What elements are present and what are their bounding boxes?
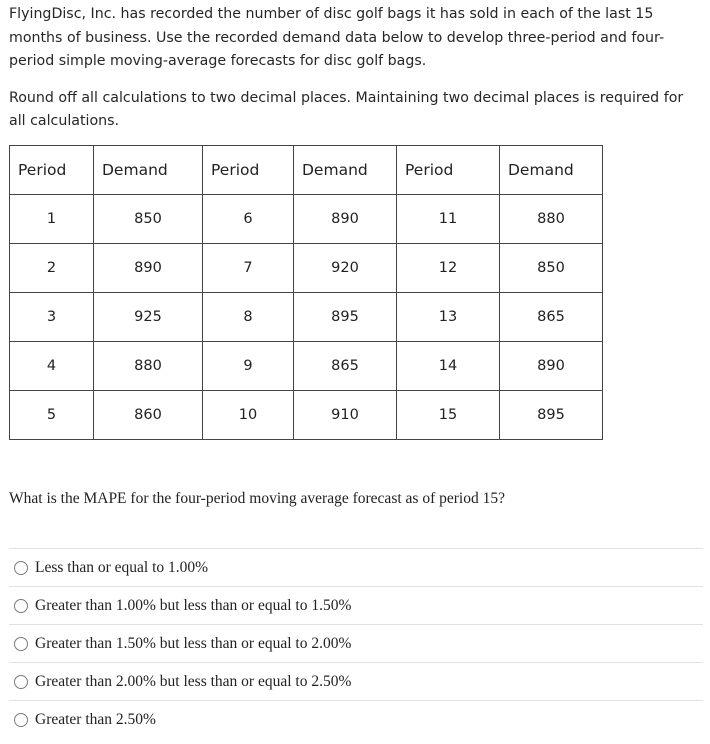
table-cell: 880 <box>500 195 603 244</box>
answer-option[interactable] <box>9 549 703 587</box>
table-cell: 895 <box>294 293 397 342</box>
table-cell: 8 <box>203 293 294 342</box>
table-cell: 880 <box>94 342 203 391</box>
table-cell: 4 <box>10 342 94 391</box>
column-header: Demand <box>294 146 397 195</box>
table-header-row <box>10 146 603 195</box>
radio-button[interactable] <box>14 561 28 575</box>
column-header: Period <box>10 146 94 195</box>
table-row <box>10 244 603 293</box>
radio-button[interactable] <box>14 599 28 613</box>
table-cell: 895 <box>500 391 603 440</box>
table-cell: 9 <box>203 342 294 391</box>
table-cell: 860 <box>94 391 203 440</box>
answer-option-label: Greater than 2.00% but less than or equal to 2.50% <box>35 672 352 690</box>
table-cell: 6 <box>203 195 294 244</box>
answer-option[interactable] <box>9 587 703 625</box>
table-cell: 890 <box>94 244 203 293</box>
radio-button[interactable] <box>14 713 28 727</box>
answer-option[interactable] <box>9 701 703 738</box>
radio-button[interactable] <box>14 675 28 689</box>
rounding-instruction: Round off all calculations to two decimal places. Maintaining two decimal places is required for all calculations. <box>9 89 684 129</box>
table-cell: 850 <box>500 244 603 293</box>
answer-option-label: Greater than 2.50% <box>35 710 156 728</box>
table-cell: 15 <box>397 391 500 440</box>
table-cell: 925 <box>94 293 203 342</box>
table-cell: 13 <box>397 293 500 342</box>
problem-statement <box>9 3 699 134</box>
answer-option-label: Greater than 1.50% but less than or equal to 2.00% <box>35 634 352 652</box>
column-header: Demand <box>500 146 603 195</box>
radio-button[interactable] <box>14 637 28 651</box>
table-cell: 865 <box>500 293 603 342</box>
answer-option[interactable] <box>9 663 703 701</box>
table-row <box>10 342 603 391</box>
question-text: What is the MAPE for the four-period moving average forecast as of period 15? <box>9 490 505 507</box>
answer-option-label: Less than or equal to 1.00% <box>35 558 209 576</box>
table-cell: 890 <box>294 195 397 244</box>
table-cell: 11 <box>397 195 500 244</box>
table-cell: 3 <box>10 293 94 342</box>
table-cell: 7 <box>203 244 294 293</box>
column-header: Period <box>203 146 294 195</box>
table-cell: 920 <box>294 244 397 293</box>
table-row <box>10 293 603 342</box>
table-cell: 5 <box>10 391 94 440</box>
answer-options <box>9 548 703 738</box>
table-cell: 10 <box>203 391 294 440</box>
table-cell: 890 <box>500 342 603 391</box>
table-cell: 2 <box>10 244 94 293</box>
column-header: Demand <box>94 146 203 195</box>
answer-option[interactable] <box>9 625 703 663</box>
table-cell: 14 <box>397 342 500 391</box>
demand-table <box>9 145 603 440</box>
column-header: Period <box>397 146 500 195</box>
table-row <box>10 195 603 244</box>
table-cell: 865 <box>294 342 397 391</box>
intro-paragraph: FlyingDisc, Inc. has recorded the number of disc golf bags it has sold in each of the last 15 months of business. Use the recorded demand data below to develop three-period and four-period simple moving-average forecasts for disc golf bags. <box>9 6 665 69</box>
table-cell: 12 <box>397 244 500 293</box>
table-cell: 910 <box>294 391 397 440</box>
table-cell: 1 <box>10 195 94 244</box>
table-cell: 850 <box>94 195 203 244</box>
table-row <box>10 391 603 440</box>
answer-option-label: Greater than 1.00% but less than or equal to 1.50% <box>35 596 352 614</box>
